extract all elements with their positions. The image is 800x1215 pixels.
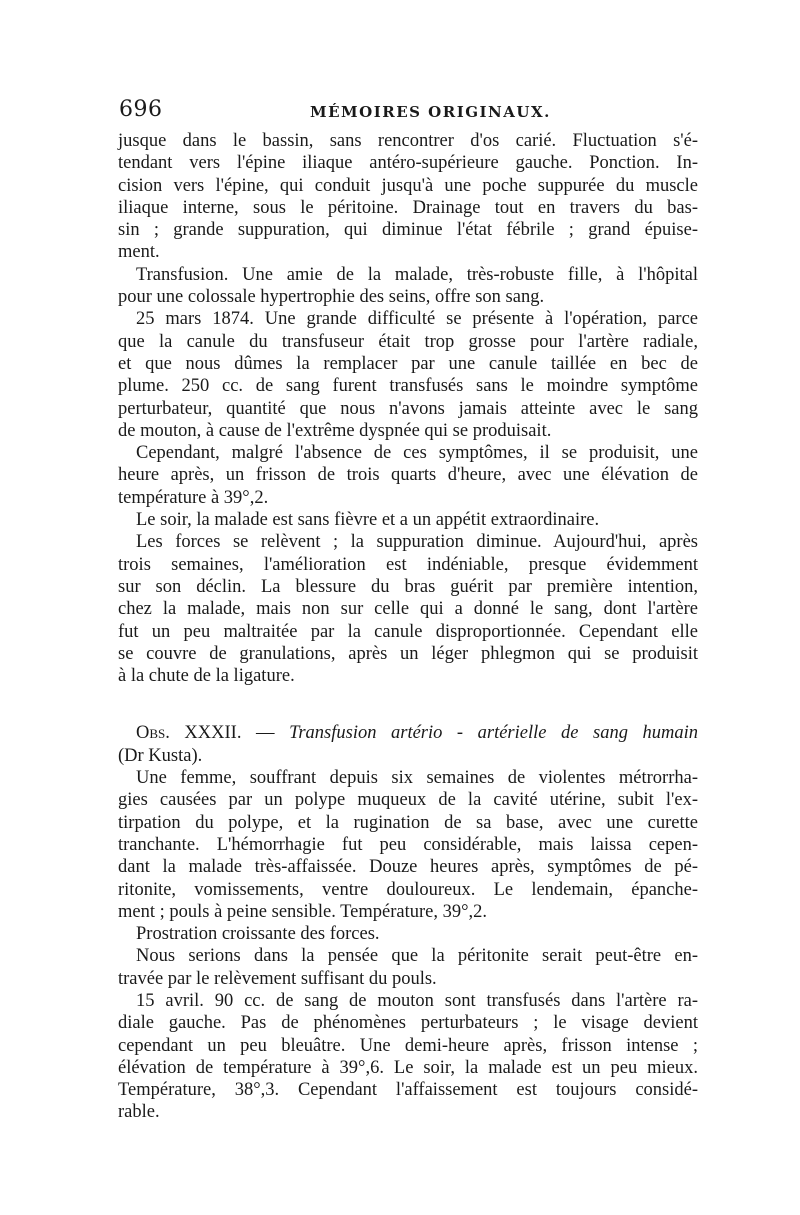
text-line: Nous serions dans la pensée que la péritonite serait peut-être en- <box>136 946 698 967</box>
text-line: Transfusion. Une amie de la malade, très-robuste fille, à l'hôpital <box>136 264 698 285</box>
paragraph <box>118 945 698 990</box>
observation-number: Obs. XXXII. <box>136 723 242 744</box>
text-line: ment. <box>118 242 160 263</box>
paragraph <box>118 990 698 1124</box>
paragraph <box>118 442 698 509</box>
text-line: élévation de température à 39°,6. Le soir, la malade est un peu mieux. <box>118 1057 698 1078</box>
text-line: Prostration croissante des forces. <box>136 924 380 945</box>
text-line: sin ; grande suppuration, qui diminue l'état fébrile ; grand épuise- <box>118 220 698 241</box>
text-line: Température, 38°,3. Cependant l'affaissement est toujours considé- <box>118 1080 698 1101</box>
text-line: iliaque interne, sous le péritoine. Drainage tout en travers du bas- <box>118 197 698 218</box>
text-line: heure après, un frisson de trois quarts d'heure, avec une élévation de <box>118 465 698 486</box>
text-line: tranchante. L'hémorrhagie fut peu considérable, mais laissa cepen- <box>118 834 698 855</box>
text-line: cependant un peu bleuâtre. Une demi-heure après, frisson intense ; <box>118 1035 698 1056</box>
text-line: trois semaines, l'amélioration est indéniable, presque évidemment <box>118 554 698 575</box>
section-gap <box>118 687 698 722</box>
text-line: température à 39°,2. <box>118 487 269 508</box>
text-line: Le soir, la malade est sans fièvre et a un appétit extraordinaire. <box>136 510 600 531</box>
paragraph <box>118 130 698 264</box>
text-line: diale gauche. Pas de phénomènes perturbateurs ; le visage devient <box>118 1013 698 1034</box>
observation-dash: — <box>256 723 275 744</box>
observation-heading <box>118 722 698 767</box>
text-line: plume. 250 cc. de sang furent transfusés sans le moindre symptôme <box>118 376 698 397</box>
text-line: ritonite, vomissements, ventre douloureux. Le lendemain, épanche- <box>118 879 698 900</box>
text-line: 25 mars 1874. Une grande difficulté se présente à l'opération, parce <box>136 309 698 330</box>
page-number: 696 <box>119 97 163 122</box>
paragraph <box>118 767 698 923</box>
observation-author: (Dr Kusta). <box>118 745 203 766</box>
text-line: sur son déclin. La blessure du bras guérit par première intention, <box>118 576 698 597</box>
text-line: dant la malade très-affaissée. Douze heures après, symptômes de pé- <box>118 857 698 878</box>
text-line: de mouton, à cause de l'extrême dyspnée qui se produisait. <box>118 420 552 441</box>
text-line: tendant vers l'épine iliaque antéro-supérieure gauche. Ponction. In- <box>118 153 698 174</box>
text-line: chez la malade, mais non sur celle qui a donné le sang, dont l'artère <box>118 599 698 620</box>
paragraph <box>118 264 698 309</box>
running-head: MÉMOIRES ORIGINAUX. <box>310 103 551 121</box>
text-line: Cependant, malgré l'absence de ces symptômes, il se produisit, une <box>136 443 698 464</box>
observation-title: Transfusion artério - artérielle de sang humain <box>289 723 699 744</box>
text-line: fut un peu maltraitée par la canule disproportionnée. Cependant elle <box>118 621 698 642</box>
text-line: rable. <box>118 1102 160 1123</box>
text-line: gies causées par un polype muqueux de la cavité utérine, subit l'ex- <box>118 790 698 811</box>
text-line: travée par le relèvement suffisant du pouls. <box>118 968 437 989</box>
paragraph <box>118 531 698 687</box>
observation-title-line <box>118 722 698 744</box>
text-line: Une femme, souffrant depuis six semaines de violentes métrorrha- <box>136 768 698 789</box>
text-line: se couvre de granulations, après un léger phlegmon qui se produisit <box>118 643 698 664</box>
text-line: cision vers l'épine, qui conduit jusqu'à une poche suppurée du muscle <box>118 175 698 196</box>
text-line: à la chute de la ligature. <box>118 666 295 687</box>
text-line: 15 avril. 90 cc. de sang de mouton sont transfusés dans l'artère ra- <box>136 990 698 1011</box>
paragraph <box>118 509 698 531</box>
text-line: pour une colossale hypertrophie des seins, offre son sang. <box>118 287 545 308</box>
text-line: que la canule du transfuseur était trop grosse pour l'artère radiale, <box>118 331 698 352</box>
paragraph <box>118 923 698 945</box>
text-line: ment ; pouls à peine sensible. Température, 39°,2. <box>118 901 487 922</box>
text-line: tirpation du polype, et la rugination de sa base, avec une curette <box>118 812 698 833</box>
text-line: perturbateur, quantité que nous n'avons jamais atteinte avec le sang <box>118 398 698 419</box>
text-line: Les forces se relèvent ; la suppuration diminue. Aujourd'hui, après <box>136 532 698 553</box>
text-line: jusque dans le bassin, sans rencontrer d'os carié. Fluctuation s'é- <box>118 131 698 151</box>
text-line: et que nous dûmes la remplacer par une canule taillée en bec de <box>118 353 698 374</box>
page-body <box>118 130 698 1124</box>
paragraph <box>118 308 698 442</box>
